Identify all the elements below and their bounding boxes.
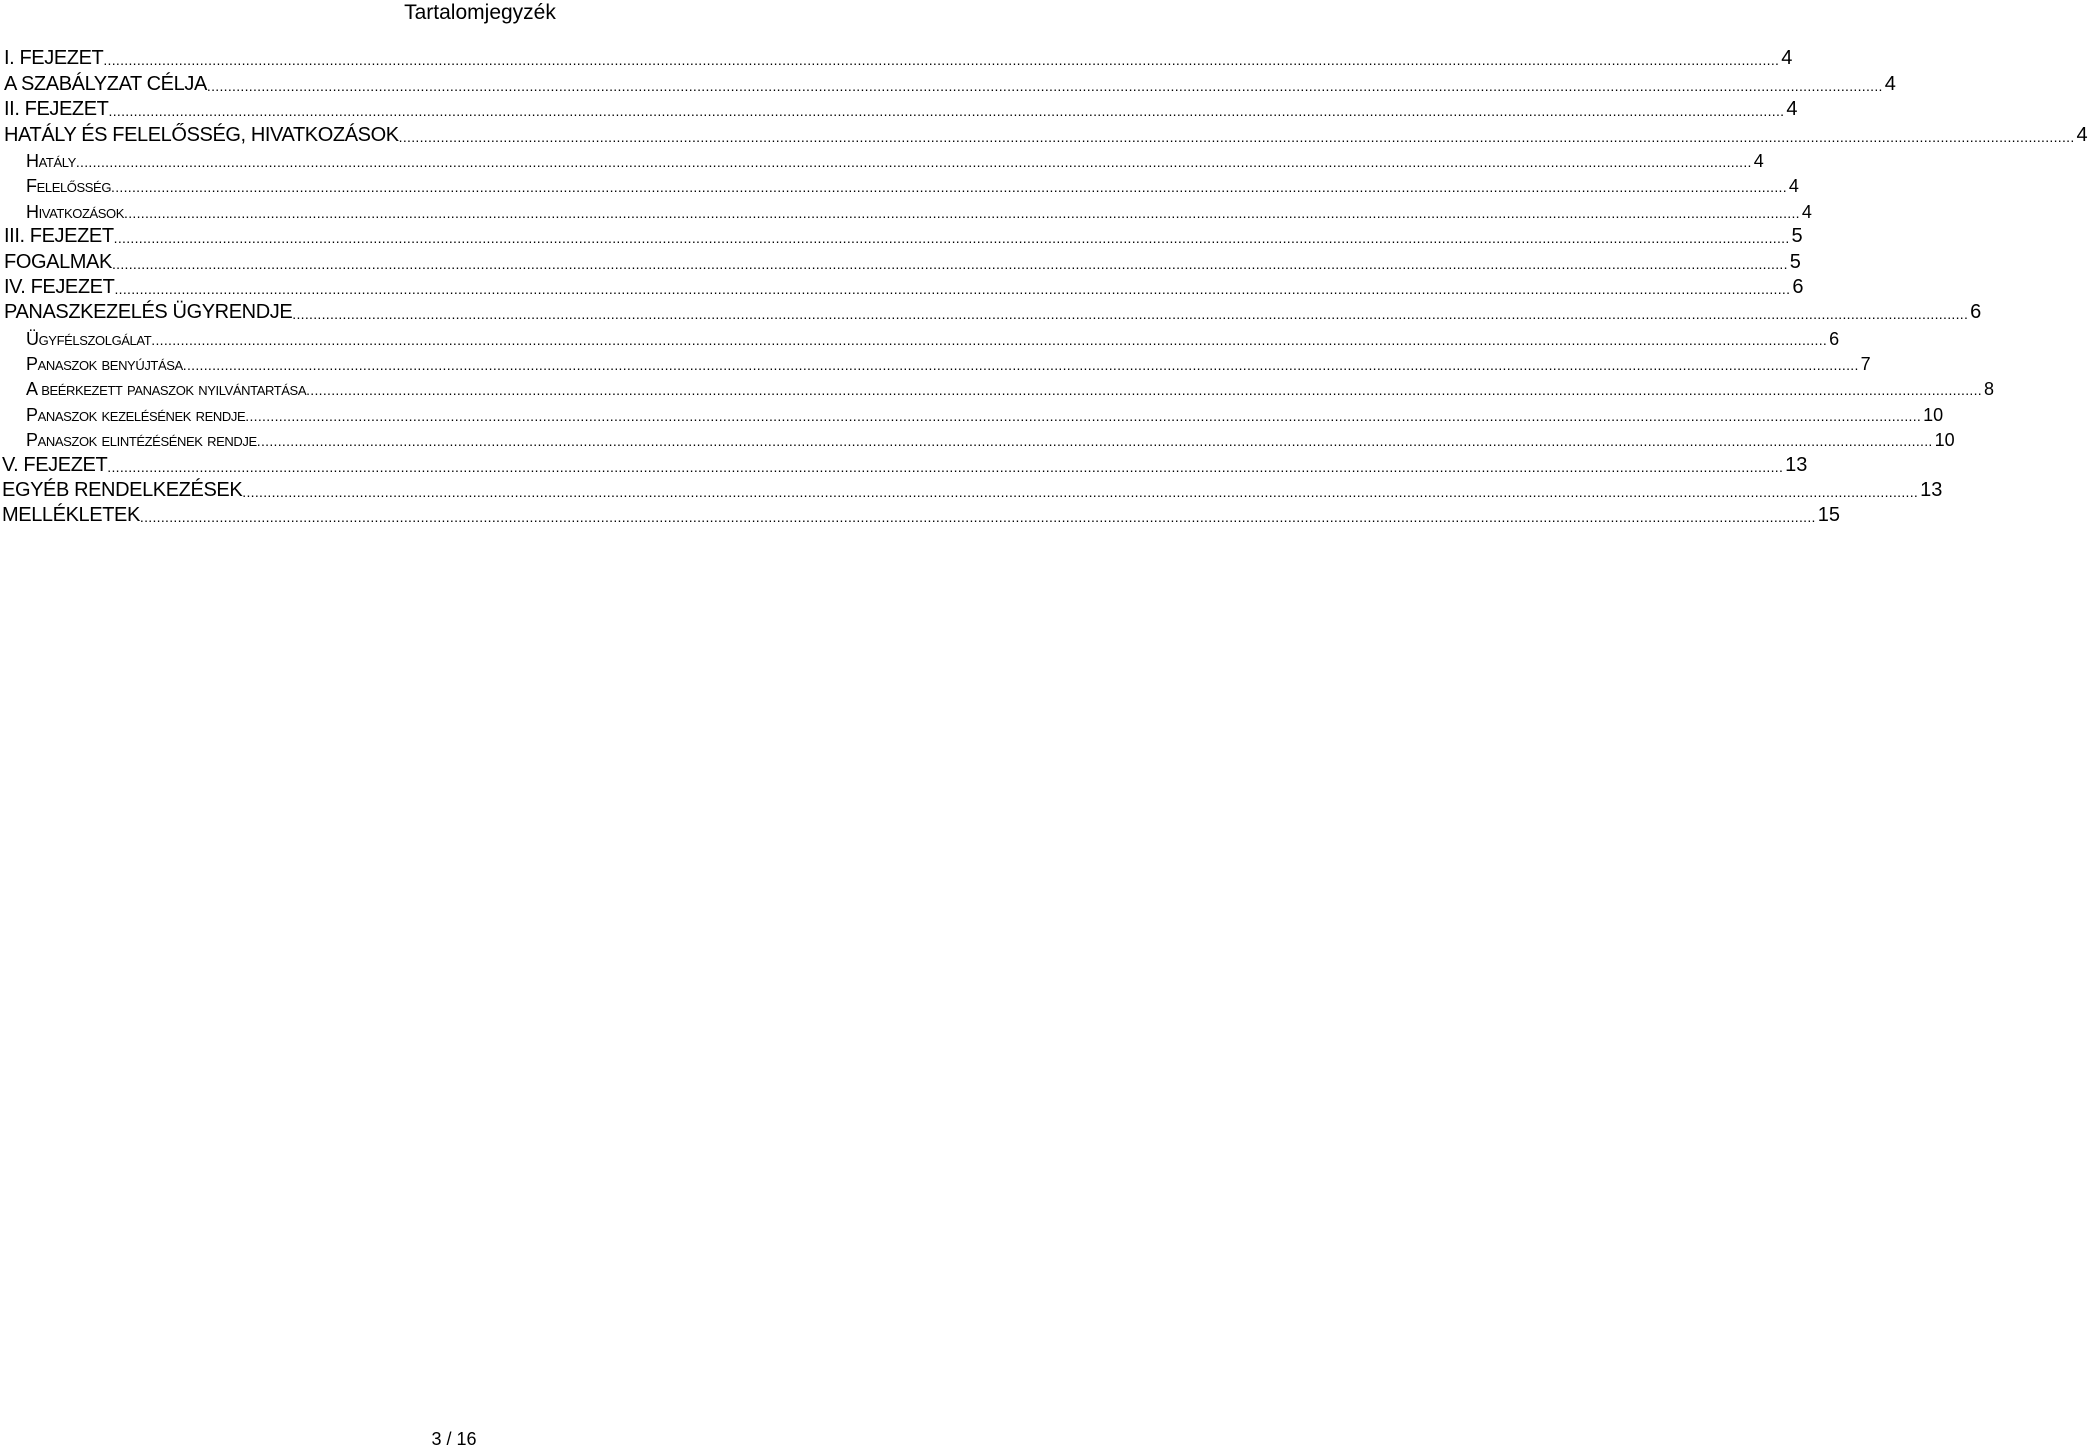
toc-leader-dots: ................................................................................................................................................................................................................................................................................................................................................................................................................ bbox=[113, 230, 1790, 247]
toc-entry[interactable] bbox=[0, 451, 1808, 476]
toc-entry-title: Felelősség bbox=[26, 176, 112, 197]
toc-entry[interactable] bbox=[0, 172, 1799, 197]
toc-leader-dots: ................................................................................................................................................................................................................................................................................................................................................................................................................ bbox=[242, 484, 1919, 501]
toc-entry-page: 4 bbox=[1781, 47, 1793, 70]
toc-entry-title: EGYÉB RENDELKEZÉSEK bbox=[2, 479, 243, 502]
toc-leader-dots: ................................................................................................................................................................................................................................................................................................................................................................................................................ bbox=[103, 52, 1780, 69]
toc-leader-dots: ................................................................................................................................................................................................................................................................................................................................................................................................................ bbox=[245, 407, 1922, 424]
toc-leader-dots: ................................................................................................................................................................................................................................................................................................................................................................................................................ bbox=[292, 306, 1969, 323]
toc-entry[interactable] bbox=[0, 147, 1764, 172]
toc-entry-title: I. FEJEZET bbox=[4, 47, 104, 70]
toc-entry-page: 6 bbox=[1792, 275, 1804, 298]
table-of-contents bbox=[0, 45, 2088, 527]
toc-leader-dots: ................................................................................................................................................................................................................................................................................................................................................................................................................ bbox=[75, 153, 1752, 170]
toc-entry-title: A SZABÁLYZAT CÉLJA bbox=[4, 72, 207, 95]
toc-entry[interactable] bbox=[0, 223, 1803, 248]
toc-entry-title: PANASZKEZELÉS ÜGYRENDJE bbox=[4, 301, 293, 324]
toc-entry-page: 4 bbox=[1788, 176, 1799, 197]
toc-entry-title: II. FEJEZET bbox=[4, 98, 109, 121]
toc-entry[interactable] bbox=[0, 426, 1955, 451]
toc-entry-page: 7 bbox=[1860, 354, 1871, 375]
toc-entry-title: V. FEJEZET bbox=[2, 453, 108, 476]
toc-leader-dots: ................................................................................................................................................................................................................................................................................................................................................................................................................ bbox=[182, 357, 1859, 374]
toc-entry-title: FOGALMAK bbox=[4, 250, 112, 273]
toc-leader-dots: ................................................................................................................................................................................................................................................................................................................................................................................................................ bbox=[398, 128, 2075, 145]
toc-entry-title: Panaszok benyújtása bbox=[26, 354, 183, 375]
toc-entry[interactable] bbox=[0, 400, 1944, 425]
toc-entry[interactable] bbox=[0, 70, 1896, 95]
toc-entry[interactable] bbox=[0, 45, 1793, 70]
toc-leader-dots: ................................................................................................................................................................................................................................................................................................................................................................................................................ bbox=[139, 509, 1816, 526]
toc-entry-title: MELLÉKLETEK bbox=[2, 504, 140, 527]
toc-leader-dots: ................................................................................................................................................................................................................................................................................................................................................................................................................ bbox=[111, 179, 1787, 196]
toc-leader-dots: ................................................................................................................................................................................................................................................................................................................................................................................................................ bbox=[256, 433, 1933, 450]
toc-entry-page: 4 bbox=[2076, 123, 2088, 146]
toc-entry-page: 5 bbox=[1789, 250, 1801, 273]
toc-entry-page: 10 bbox=[1923, 404, 1944, 425]
toc-leader-dots: ................................................................................................................................................................................................................................................................................................................................................................................................................ bbox=[151, 331, 1828, 348]
toc-entry-page: 10 bbox=[1934, 430, 1955, 451]
page-title: Tartalomjegyzék bbox=[404, 1, 556, 24]
toc-entry-page: 4 bbox=[1753, 150, 1764, 171]
toc-entry-page: 8 bbox=[1983, 379, 1994, 400]
toc-entry[interactable] bbox=[0, 96, 1798, 121]
toc-leader-dots: ................................................................................................................................................................................................................................................................................................................................................................................................................ bbox=[107, 458, 1784, 475]
toc-entry[interactable] bbox=[0, 248, 1801, 273]
toc-leader-dots: ................................................................................................................................................................................................................................................................................................................................................................................................................ bbox=[306, 382, 1982, 399]
toc-entry-page: 5 bbox=[1791, 225, 1803, 248]
toc-entry-title: Panaszok elintézésének rendje bbox=[26, 430, 257, 451]
toc-entry-title: Panaszok kezelésének rendje bbox=[26, 404, 246, 425]
toc-entry[interactable] bbox=[0, 299, 1982, 324]
toc-entry-page: 4 bbox=[1786, 98, 1798, 121]
toc-entry[interactable] bbox=[0, 350, 1871, 375]
toc-entry-title: Ügyfélszolgálat bbox=[26, 328, 152, 349]
toc-entry[interactable] bbox=[0, 375, 1994, 400]
toc-entry-title: Hivatkozások bbox=[26, 201, 125, 222]
toc-leader-dots: ................................................................................................................................................................................................................................................................................................................................................................................................................ bbox=[111, 255, 1788, 272]
toc-entry-page: 13 bbox=[1920, 479, 1943, 502]
toc-leader-dots: ................................................................................................................................................................................................................................................................................................................................................................................................................ bbox=[206, 77, 1883, 94]
toc-entry-page: 4 bbox=[1884, 72, 1896, 95]
toc-entry[interactable] bbox=[0, 121, 2088, 146]
toc-entry-page: 6 bbox=[1829, 328, 1840, 349]
toc-leader-dots: ................................................................................................................................................................................................................................................................................................................................................................................................................ bbox=[124, 204, 1800, 221]
toc-entry[interactable] bbox=[0, 324, 1840, 349]
toc-entry-page: 15 bbox=[1817, 504, 1840, 527]
toc-entry[interactable] bbox=[0, 477, 1943, 502]
toc-entry-title: III. FEJEZET bbox=[4, 225, 114, 248]
toc-leader-dots: ................................................................................................................................................................................................................................................................................................................................................................................................................ bbox=[114, 280, 1791, 297]
toc-entry-title: HATÁLY ÉS FELELŐSSÉG, HIVATKOZÁSOK bbox=[4, 123, 399, 146]
toc-entry[interactable] bbox=[0, 274, 1804, 299]
toc-entry-title: A beérkezett panaszok nyilvántartása bbox=[26, 379, 307, 400]
toc-entry-title: IV. FEJEZET bbox=[4, 275, 115, 298]
toc-entry-page: 13 bbox=[1785, 453, 1808, 476]
toc-entry-page: 6 bbox=[1970, 301, 1982, 324]
toc-entry[interactable] bbox=[0, 197, 1812, 222]
toc-entry-page: 4 bbox=[1801, 201, 1812, 222]
toc-entry[interactable] bbox=[0, 502, 1840, 527]
toc-entry-title: Hatály bbox=[26, 150, 76, 171]
toc-leader-dots: ................................................................................................................................................................................................................................................................................................................................................................................................................ bbox=[108, 103, 1785, 120]
page-number: 3 / 16 bbox=[431, 1429, 477, 1449]
